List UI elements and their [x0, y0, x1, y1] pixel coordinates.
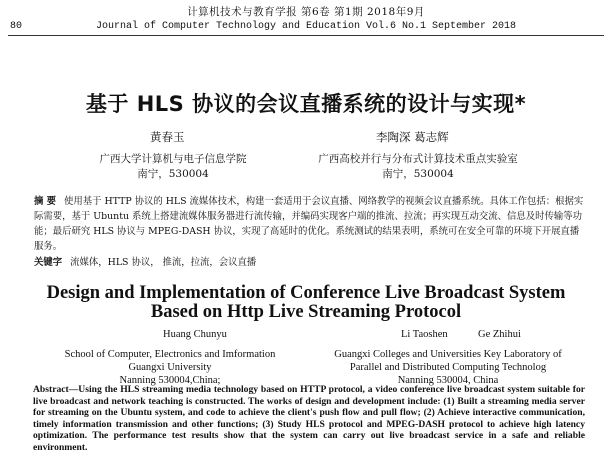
journal-header-cn: 计算机技术与教育学报 第6卷 第1期 2018年9月 — [187, 6, 425, 18]
affiliation-en-left-line3: Nanning 530004,China; — [119, 375, 221, 386]
abstract-cn — [34, 194, 584, 254]
affiliation-en-right-line1: Guangxi Colleges and Universities Key Laboratory of — [334, 349, 562, 360]
affiliation-en-right-line2: Parallel and Distributed Computing Technolog — [349, 362, 547, 373]
author-cn-left: 黄春玉 — [150, 130, 185, 144]
affiliation-en-right-line3: Nanning 530004, China — [397, 375, 499, 386]
paper-title-en-line2: Based on Http Live Streaming Protocol — [150, 302, 462, 322]
affiliation-en-left-line1: School of Computer, Electronics and Imformation — [64, 349, 276, 360]
paper-title-cn: 基于 HLS 协议的会议直播系统的设计与实现* — [85, 92, 527, 116]
keywords-cn-text: 流媒体，HLS 协议， 推流，拉流，会议直播 — [70, 257, 257, 268]
author-en-right-2: Ge Zhihui — [478, 329, 521, 340]
affiliation-cn-right-line2: 南宁，530004 — [382, 168, 454, 180]
abstract-cn-text: 使用基于 HTTP 协议的 HLS 流媒体技术，构建一套适用于会议直播、网络教学的视频会议直播系统。具体工作包括：根据实际需要，基于 Ubuntu 系统上搭建流媒体服务器进行流传输，并编码实现客户端的推流、拉流；再实现互动交流、信息及时传输等功能；最后研究 HLS 协议与 MPEG-DASH 协议，实现了高延时的优化。系统测试的结果表明，系统可在安全可靠的环境下开展直播服务。 — [34, 196, 584, 252]
journal-header-en: Journal of Computer Technology and Education Vol.6 No.1 September 2018 — [95, 21, 517, 32]
paper-title-en-line1: Design and Implementation of Conference Live Broadcast System — [46, 283, 566, 303]
abstract-cn-label: 摘 要 — [34, 196, 57, 207]
affiliation-cn-left-line2: 南宁，530004 — [137, 168, 209, 180]
affiliation-cn-left-line1: 广西大学计算机与电子信息学院 — [99, 153, 247, 165]
keywords-cn — [34, 255, 584, 270]
affiliation-cn-right-line1: 广西高校并行与分布式计算技术重点实验室 — [318, 153, 518, 165]
affiliation-en-left-line2: Guangxi University — [128, 362, 212, 373]
authors-cn-right: 李陶深 葛志辉 — [376, 130, 449, 144]
header-rule — [8, 35, 604, 36]
page-number: 80 — [10, 21, 23, 32]
keywords-cn-label: 关键字 — [34, 257, 63, 268]
abstract-en: Abstract—Using the HLS streaming media technology based on HTTP protocol, a video conference live broadcast system suitable for live broadcast and network teaching is constructed. The works of design and development include: (1) Built a streaming media server for streaming on the Ubuntu system, and code to achieve the client's push flow and pull flow; (2) Achieve interactive communication, timely information transmission and other functions; (3) Study HLS protocol and MPEG-DASH protocol to achieve high latency optimization. The performance test results show that the system can carry out live broadcast service in a safe and reliable environment. — [33, 384, 585, 453]
author-en-right-1: Li Taoshen — [401, 329, 448, 340]
author-en-left: Huang Chunyu — [163, 329, 227, 340]
